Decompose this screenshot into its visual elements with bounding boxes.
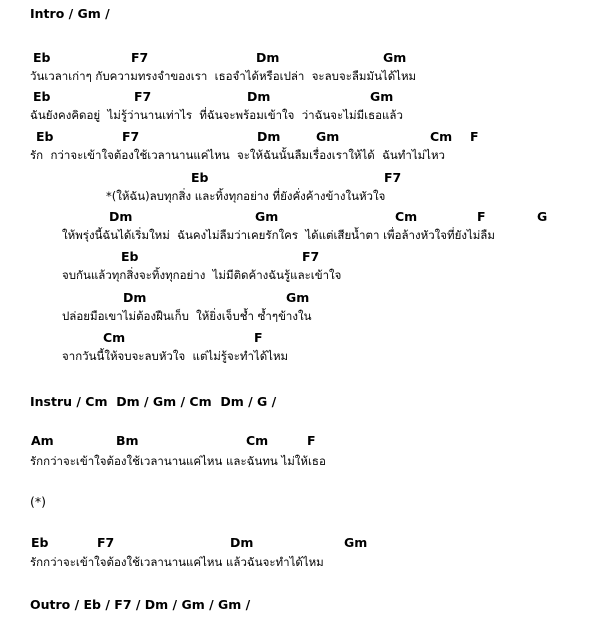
chord: F7: [302, 249, 320, 264]
chord: Eb: [121, 249, 139, 264]
chord: Cm: [103, 330, 126, 345]
lyric-line: ให้พรุ่งนี้ฉันได้เริ่มใหม่ ฉันคงไม่ลืมว่าเคยรักใคร ได้แต่เสียน้ำตา เพื่อล้างหัวใจที่ยังไม่ลืม: [62, 228, 495, 242]
chord-row: [0, 129, 600, 145]
chord: Eb: [31, 535, 49, 550]
chord-row: [0, 249, 600, 265]
chord: Dm: [230, 535, 254, 550]
chord-row: [0, 170, 600, 186]
chord: Gm: [316, 129, 340, 144]
chord-row: [0, 330, 600, 346]
chord: F7: [384, 170, 402, 185]
chord: Dm: [257, 129, 281, 144]
lyric-line: จากวันนี้ให้จบจะลบหัวใจ แต่ไม่รู้จะทำได้ไหม: [62, 349, 289, 363]
instrumental-line: Instru / Cm Dm / Gm / Cm Dm / G /: [30, 394, 277, 409]
chord: F: [470, 129, 479, 144]
chord-row: [0, 433, 600, 449]
intro-line: Intro / Gm /: [30, 6, 110, 21]
chord: Bm: [116, 433, 139, 448]
chord: Cm: [395, 209, 418, 224]
chord: Gm: [344, 535, 368, 550]
chord-row: [0, 535, 600, 551]
chord: F7: [134, 89, 152, 104]
chord-row: [0, 290, 600, 306]
lyric-line: จบกันแล้วทุกสิ่งจะทิ้งทุกอย่าง ไม่มีติดค้างฉันรู้และเข้าใจ: [62, 268, 342, 282]
chord: G: [537, 209, 548, 224]
chord-row: [0, 89, 600, 105]
chord-row: [0, 50, 600, 66]
chord: F: [307, 433, 316, 448]
repeat-marker: (*): [30, 494, 47, 509]
chord: Gm: [286, 290, 310, 305]
chord: F7: [122, 129, 140, 144]
lyric-line: *(ให้ฉัน)ลบทุกสิ่ง และทิ้งทุกอย่าง ที่ยังคั่งค้างข้างในหัวใจ: [106, 189, 386, 203]
chord: F7: [97, 535, 115, 550]
chord: Am: [31, 433, 54, 448]
lyric-line: ปล่อยมือเขาไม่ต้องฝืนเก็บ ให้ยิ่งเจ็บช้ำ ซ้ำๆข้างใน: [62, 309, 312, 323]
chord: Dm: [123, 290, 147, 305]
chord: F: [477, 209, 486, 224]
chord: Cm: [246, 433, 269, 448]
lyric-line: รักกว่าจะเข้าใจต้องใช้เวลานานแค่ไหน แล้วฉันจะทำได้ไหม: [30, 555, 324, 569]
chord: F: [254, 330, 263, 345]
chord: Gm: [370, 89, 394, 104]
chord: Dm: [247, 89, 271, 104]
chord: Cm: [430, 129, 453, 144]
lyric-line: รัก กว่าจะเข้าใจต้องใช้เวลานานแค่ไหน จะให้ฉันนั้นลืมเรื่องเราให้ได้ ฉันทำไม่ไหว: [30, 148, 445, 162]
lyric-line: ฉันยังคงคิดอยู่ ไม่รู้ว่านานเท่าไร ที่ฉันจะพร้อมเข้าใจ ว่าฉันจะไม่มีเธอแล้ว: [30, 108, 403, 122]
chord: Dm: [256, 50, 280, 65]
chord: Eb: [191, 170, 209, 185]
chord: Eb: [36, 129, 54, 144]
chord: Dm: [109, 209, 133, 224]
chord: Gm: [255, 209, 279, 224]
outro-line: Outro / Eb / F7 / Dm / Gm / Gm /: [30, 597, 251, 612]
lyric-line: วันเวลาเก่าๆ กับความทรงจำของเรา เธอจำได้หรือเปล่า จะลบจะลืมมันได้ไหม: [30, 69, 417, 83]
chord: Eb: [33, 50, 51, 65]
chord: Gm: [383, 50, 407, 65]
lyric-line: รักกว่าจะเข้าใจต้องใช้เวลานานแค่ไหน และฉันทน ไม่ให้เธอ: [30, 454, 326, 468]
chord: Eb: [33, 89, 51, 104]
chord: F7: [131, 50, 149, 65]
chord-row: [0, 209, 600, 225]
